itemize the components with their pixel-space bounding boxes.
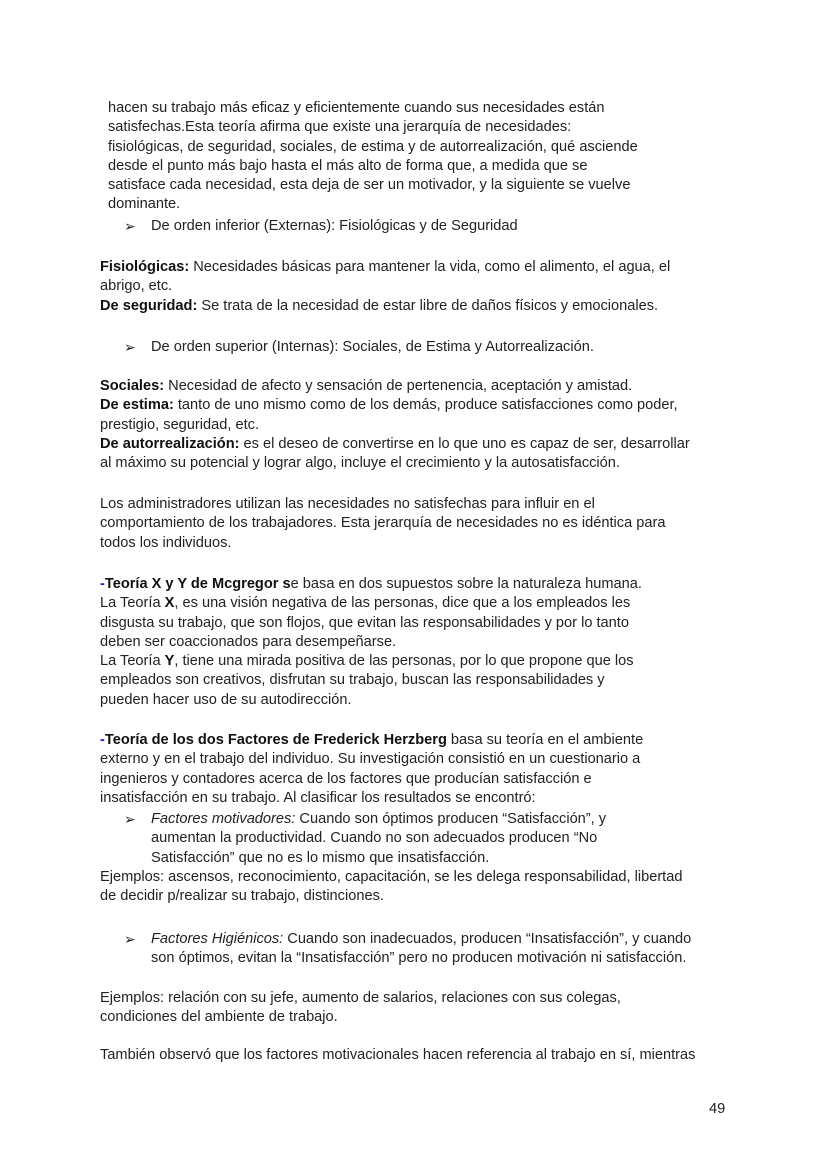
page-number: 49 [709, 1101, 726, 1117]
theory-y-prefix: La Teoría [100, 653, 165, 670]
motivadores-line-1: Cuando son óptimos producen “Satisfacción”, y [295, 811, 607, 827]
tambien-line: También observó que los factores motivacionales hacen referencia al trabajo en sí, mientras [100, 1047, 696, 1063]
mcgregor-title-rest: e basa en dos supuestos sobre la naturaleza humana. [290, 576, 642, 592]
seguridad-term: De seguridad: [100, 297, 198, 314]
arrow-bullet-icon: ➢ [124, 339, 136, 355]
intro-line-6: dominante. [108, 196, 181, 213]
sociales-text: Necesidad de afecto y sensación de pertenencia, aceptación y amistad. [164, 378, 633, 394]
theory-x-prefix: La Teoría [100, 595, 165, 612]
arrow-bullet-icon: ➢ [124, 811, 136, 827]
ejemplos1-line-2: de decidir p/realizar su trabajo, distinciones. [100, 888, 384, 905]
theory-y-line-2: empleados son creativos, disfrutan su trabajo, buscan las responsabilidades y [100, 672, 605, 689]
ejemplos2-line-2: condiciones del ambiente de trabajo. [100, 1009, 338, 1026]
autorrealizacion-term: De autorrealización: [100, 435, 240, 452]
herzberg-title: Teoría de los dos Factores de Frederick Herzberg [104, 732, 447, 748]
estima-line-1: tanto de uno mismo como de los demás, produce satisfacciones como poder, [173, 397, 678, 414]
motivadores-line-2: aumentan la productividad. Cuando no son adecuados producen “No [151, 830, 598, 847]
bullet-higher-order-text: De orden superior (Internas): Sociales, de Estima y Autorrealización. [151, 339, 594, 355]
ejemplos-higienicos [100, 989, 740, 1028]
herzberg-line-3: ingenieros y contadores acerca de los factores que producían satisfacción e [100, 770, 592, 787]
estima-line-2: prestigio, seguridad, etc. [100, 416, 259, 433]
fisiologicas-line-2: abrigo, etc. [100, 278, 173, 295]
ejemplos2-line-1: Ejemplos: relación con su jefe, aumento de salarios, relaciones con sus colegas, [100, 990, 621, 1006]
fisiologicas-line-1: Necesidades básicas para mantener la vida, como el alimento, el agua, el [189, 259, 671, 275]
intro-line-5: satisface cada necesidad, esta deja de ser un motivador, y la siguiente se vuelve [108, 177, 631, 194]
mcgregor-title: Teoría X y Y de Mcgregor s [104, 576, 291, 592]
higienicos-line-1: Cuando son inadecuados, producen “Insatisfacción”, y cuando [283, 931, 692, 947]
intro-line-2: satisfechas.Esta teoría afirma que existe una jerarquía de necesidades: [108, 119, 572, 136]
tambien-paragraph [100, 1046, 740, 1065]
higienicos-term: Factores Higiénicos: [151, 931, 284, 947]
admins-line-2: comportamiento de los trabajadores. Esta jerarquía de necesidades no es idéntica para [100, 515, 666, 532]
administradores-paragraph [100, 495, 740, 553]
motivadores-term: Factores motivadores: [151, 811, 296, 827]
motivadores-line-3: Satisfacción” que no es lo mismo que insatisfacción. [151, 849, 490, 866]
arrow-bullet-icon: ➢ [124, 218, 136, 234]
herzberg-line-4: insatisfacción en su trabajo. Al clasificar los resultados se encontró: [100, 789, 536, 806]
herzberg-dash: - [100, 732, 105, 748]
estima-term: De estima: [100, 397, 174, 414]
bullet-higienicos [124, 930, 744, 969]
intro-line-1: hacen su trabajo más eficaz y eficientemente cuando sus necesidades están [108, 100, 605, 116]
herzberg-title-rest: basa su teoría en el ambiente [446, 732, 644, 748]
intro-line-3: fisiológicas, de seguridad, sociales, de estima y de autorrealización, qué asciende [108, 138, 638, 155]
ejemplos-motivadores [100, 868, 740, 907]
admins-line-1: Los administradores utilizan las necesidades no satisfechas para influir en el [100, 496, 595, 512]
intro-line-4: desde el punto más bajo hasta el más alto de forma que, a medida que se [108, 157, 588, 174]
fisiologicas-definition [100, 258, 740, 316]
seguridad-text: Se trata de la necesidad de estar libre de daños físicos y emocionales. [197, 297, 659, 314]
theory-x-letter: X [164, 595, 175, 612]
arrow-bullet-icon: ➢ [124, 931, 136, 947]
theory-x-line-3: deben ser coaccionados para desempeñarse. [100, 633, 397, 650]
theory-y-line-1: , tiene una mirada positiva de las personas, por lo que propone que los [174, 653, 634, 670]
higher-needs-definitions [100, 377, 740, 473]
herzberg-line-2: externo y en el trabajo del individuo. Su investigación consistió en un cuestionario a [100, 751, 641, 768]
theory-y-line-3: pueden hacer uso de su autodirección. [100, 691, 352, 708]
bullet-higher-order [124, 338, 744, 357]
bullet-lower-order-text: De orden inferior (Externas): Fisiológicas y de Seguridad [151, 218, 518, 234]
mcgregor-section [100, 575, 740, 710]
theory-x-line-1: , es una visión negativa de las personas, dice que a los empleados les [174, 595, 631, 612]
bullet-motivadores [124, 810, 744, 868]
fisiologicas-term: Fisiológicas: [100, 259, 190, 275]
bullet-lower-order [124, 217, 744, 236]
theory-x-line-2: disgusta su trabajo, que son flojos, que evitan las responsabilidades y por lo tanto [100, 614, 629, 631]
higienicos-line-2: son óptimos, evitan la “Insatisfacción” pero no producen motivación ni satisfacción. [151, 950, 687, 967]
admins-line-3: todos los individuos. [100, 534, 232, 551]
mcgregor-dash: - [100, 576, 105, 592]
herzberg-section [100, 731, 740, 808]
ejemplos1-line-1: Ejemplos: ascensos, reconocimiento, capacitación, se les delega responsabilidad, libertad [100, 869, 683, 885]
autorrealizacion-line-2: al máximo su potencial y lograr algo, incluye el crecimiento y la autosatisfacción. [100, 455, 620, 472]
sociales-term: Sociales: [100, 378, 165, 394]
theory-y-letter: Y [164, 653, 175, 670]
autorrealizacion-line-1: es el deseo de convertirse en lo que uno es capaz de ser, desarrollar [239, 435, 690, 452]
intro-paragraph [108, 99, 708, 215]
